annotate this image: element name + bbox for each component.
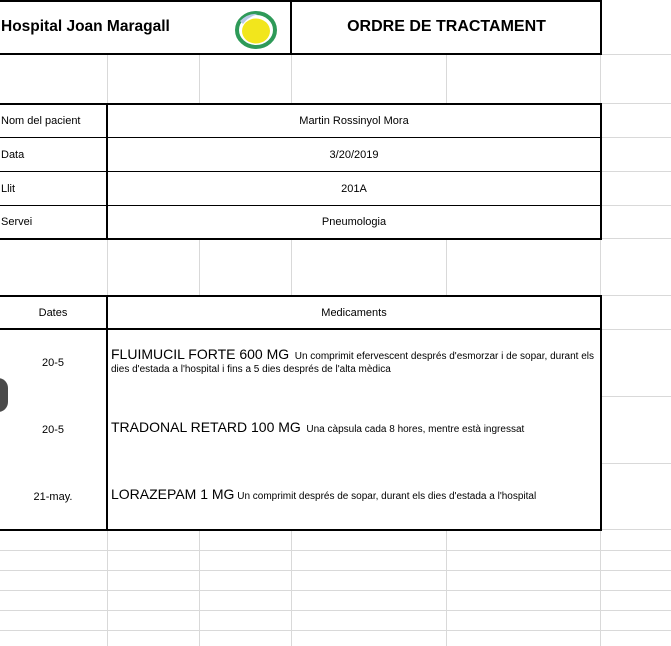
grid-row-line	[0, 550, 671, 551]
medication-instructions: Una càpsula cada 8 hores, mentre està ingressat	[306, 424, 525, 435]
date-label: Data	[1, 148, 25, 161]
treatment-table-divider	[106, 295, 108, 531]
treatment-date: 20-5	[41, 357, 65, 369]
medication-name: LORAZEPAM 1 MG	[111, 486, 235, 502]
logo-fill	[242, 19, 270, 44]
hospital-logo	[234, 9, 278, 49]
dates-header: Dates	[38, 306, 68, 319]
medication-name: FLUIMUCIL FORTE 600 MG	[111, 346, 290, 362]
date-value: 3/20/2019	[329, 148, 379, 161]
hospital-name: Hospital Joan Maragall	[1, 18, 170, 35]
grid-row-line	[0, 630, 671, 631]
treatment-date: 21-may.	[33, 490, 73, 503]
service-label: Servei	[1, 216, 33, 228]
medication-instructions: Un comprimit després de sopar, durant els dies d'estada a l'hospital	[237, 491, 537, 502]
treatment-medication	[111, 421, 596, 436]
patient-name-label: Nom del pacient	[1, 115, 81, 127]
grid-row-line	[0, 610, 671, 611]
treatment-medication	[111, 348, 596, 376]
bed-value: 201A	[341, 182, 367, 195]
treatment-medication	[111, 488, 596, 503]
medication-name: TRADONAL RETARD 100 MG	[111, 419, 301, 435]
document-title: ORDRE DE TRACTAMENT	[347, 18, 546, 35]
grid-row-line	[0, 590, 671, 591]
bed-label: Llit	[1, 182, 16, 195]
medications-header: Medicaments	[321, 306, 387, 319]
medication-instructions: Un comprimit efervescent després d'esmorzar i de sopar, durant els dies d'estada a l'hospital i fins a 5 dies després de l'alta mèdica	[111, 351, 594, 375]
grid-row-line	[0, 570, 671, 571]
service-value: Pneumologia	[321, 216, 387, 228]
patient-name-value: Martin Rossinyol Mora	[299, 115, 409, 127]
treatment-date: 20-5	[41, 424, 65, 436]
